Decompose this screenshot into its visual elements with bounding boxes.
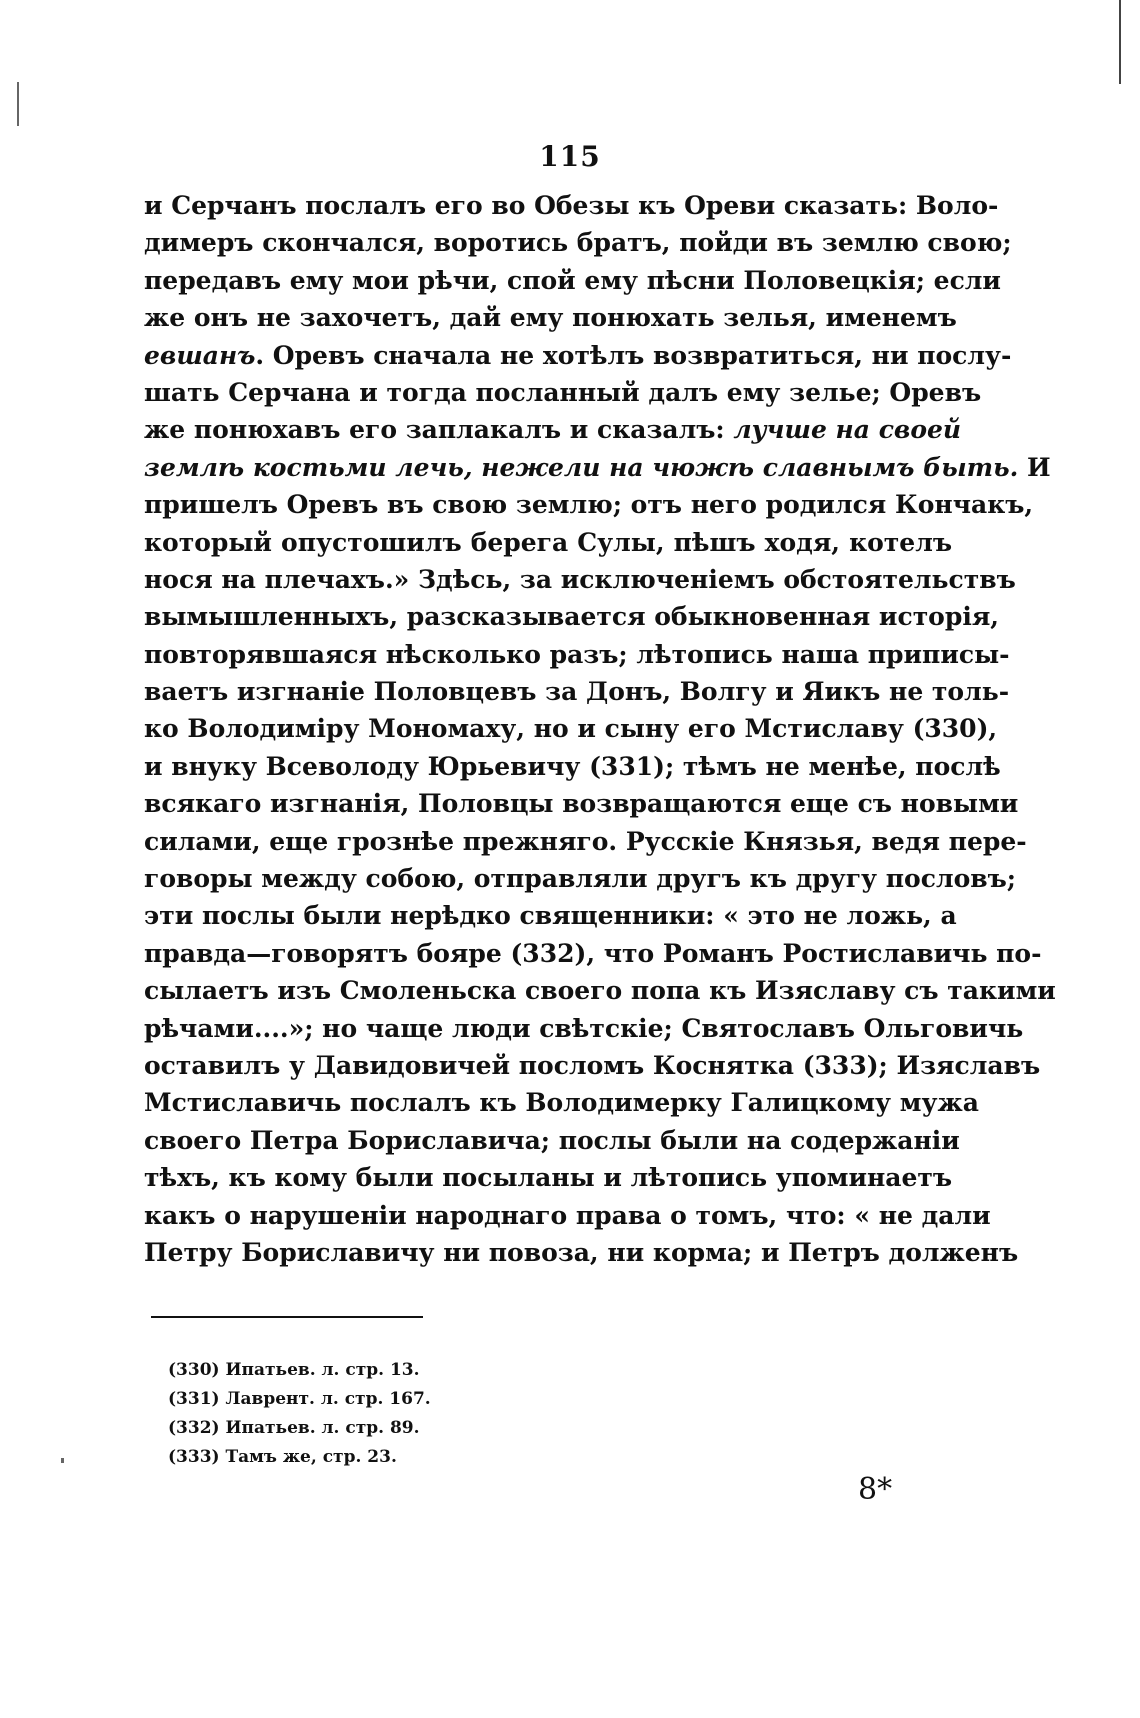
text-line bbox=[144, 524, 952, 561]
text-run: пришелъ Оревъ въ свою землю; отъ него родился Кончакъ, bbox=[144, 490, 1034, 520]
text-line bbox=[144, 561, 1016, 598]
text-run: всякаго изгнанія, Половцы возвращаются еще съ новыми bbox=[144, 789, 1019, 819]
text-line bbox=[144, 1047, 1041, 1084]
text-line bbox=[144, 785, 1019, 822]
text-run: и внуку Всеволоду Юрьевичу (331); тѣмъ не менѣе, послѣ bbox=[144, 751, 1001, 781]
text-run: который опустошилъ берега Сулы, пѣшъ ходя, котелъ bbox=[144, 527, 952, 557]
text-run: И bbox=[1018, 452, 1051, 482]
text-line bbox=[144, 1234, 1019, 1271]
signature-mark: 8* bbox=[858, 1472, 893, 1507]
text-line bbox=[144, 1197, 991, 1234]
italic-run: лучше на своей bbox=[733, 415, 962, 445]
page-number: 115 bbox=[539, 140, 601, 173]
text-run: правда—говорятъ бояре (332), что Романъ Ростиславичь по- bbox=[144, 938, 1042, 968]
text-line bbox=[144, 374, 982, 411]
text-line bbox=[144, 935, 1042, 972]
footnote: (330) Ипатьев. л. стр. 13. bbox=[168, 1360, 420, 1380]
text-line bbox=[144, 710, 998, 747]
footnote-separator bbox=[151, 1316, 423, 1318]
text-run: сылаетъ изъ Смоленьска своего попа къ Изяславу съ такими bbox=[144, 976, 1056, 1006]
scan-speck bbox=[17, 82, 19, 126]
text-run: и Серчанъ послалъ его во Обезы къ Ореви сказать: Воло- bbox=[144, 191, 999, 220]
text-line bbox=[144, 748, 1001, 785]
text-run: . Оревъ сначала не хотѣлъ возвратиться, ни послу- bbox=[255, 340, 1012, 370]
text-run: передавъ ему мои рѣчи, спой ему пѣсни Половецкія; если bbox=[144, 265, 1001, 295]
text-line bbox=[144, 262, 1001, 299]
text-line bbox=[144, 1084, 979, 1121]
text-run: оставилъ у Давидовичей посломъ Коснятка (333); Изяславъ bbox=[144, 1050, 1041, 1080]
footnote: (331) Лаврент. л. стр. 167. bbox=[168, 1389, 431, 1409]
italic-run: евшанъ bbox=[144, 340, 256, 370]
text-run: рѣчами....»; но чаще люди свѣтскіе; Святославъ Ольговичь bbox=[144, 1013, 1024, 1043]
scan-edge-line bbox=[1119, 0, 1121, 84]
italic-run: землѣ костьми лечь, нежели на чюжѣ славнымъ быть. bbox=[144, 452, 1019, 482]
text-line bbox=[144, 636, 1010, 673]
text-run: Петру Бориславичу ни повоза, ни корма; и Петръ долженъ bbox=[144, 1237, 1019, 1267]
footnote: (332) Ипатьев. л. стр. 89. bbox=[168, 1418, 420, 1438]
text-line bbox=[144, 823, 1027, 860]
text-run: своего Петра Бориславича; послы были на содержаніи bbox=[144, 1125, 960, 1155]
text-run: какъ о нарушеніи народнаго права о томъ, что: « не дали bbox=[144, 1200, 991, 1230]
text-run: силами, еще грознѣе прежняго. Русскіе Князья, ведя пере- bbox=[144, 826, 1027, 856]
text-line bbox=[144, 972, 1056, 1009]
text-run: говоры между собою, отправляли другъ къ другу пословъ; bbox=[144, 864, 1017, 894]
text-line bbox=[144, 299, 957, 336]
footnotes bbox=[168, 1356, 568, 1472]
text-line bbox=[144, 1010, 1024, 1047]
text-line bbox=[144, 673, 1010, 710]
text-line bbox=[144, 337, 1012, 374]
text-line bbox=[144, 486, 1034, 523]
text-run: шать Серчана и тогда посланный далъ ему зелье; Оревъ bbox=[144, 377, 982, 407]
text-run: ваетъ изгнаніе Половцевъ за Донъ, Волгу и Яикъ не толь- bbox=[144, 677, 1010, 707]
text-line bbox=[144, 1122, 960, 1159]
text-run: эти послы были нерѣдко священники: « это не ложь, а bbox=[144, 901, 957, 931]
footnote: (333) Тамъ же, стр. 23. bbox=[168, 1447, 397, 1467]
text-line bbox=[144, 598, 1000, 635]
text-line bbox=[144, 860, 1017, 897]
text-line bbox=[144, 897, 957, 934]
text-line bbox=[144, 449, 1051, 486]
text-line bbox=[144, 1159, 952, 1196]
text-run: повторявшаяся нѣсколько разъ; лѣтопись наша приписы- bbox=[144, 639, 1010, 669]
text-run: нося на плечахъ.» Здѣсь, за исключеніемъ обстоятельствъ bbox=[144, 564, 1016, 594]
text-run: димеръ скончался, воротись братъ, пойди въ землю свою; bbox=[144, 228, 1012, 258]
scan-speck bbox=[61, 1458, 64, 1463]
text-run: же понюхавъ его заплакалъ и сказалъ: bbox=[144, 415, 734, 445]
text-run: Мстиславичь послалъ къ Володимерку Галицкому мужа bbox=[144, 1088, 979, 1118]
text-run: же онъ не захочетъ, дай ему понюхать зелья, именемъ bbox=[144, 303, 957, 333]
text-line bbox=[144, 224, 1012, 261]
text-run: ко Володиміру Мономаху, но и сыну его Мстиславу (330), bbox=[144, 714, 998, 744]
text-run: тѣхъ, къ кому были посыланы и лѣтопись упоминаетъ bbox=[144, 1163, 953, 1193]
text-line bbox=[144, 187, 999, 224]
text-run: вымышленныхъ, разсказывается обыкновенная исторія, bbox=[144, 602, 1000, 632]
body-text bbox=[144, 187, 1056, 1271]
text-line bbox=[144, 411, 962, 448]
